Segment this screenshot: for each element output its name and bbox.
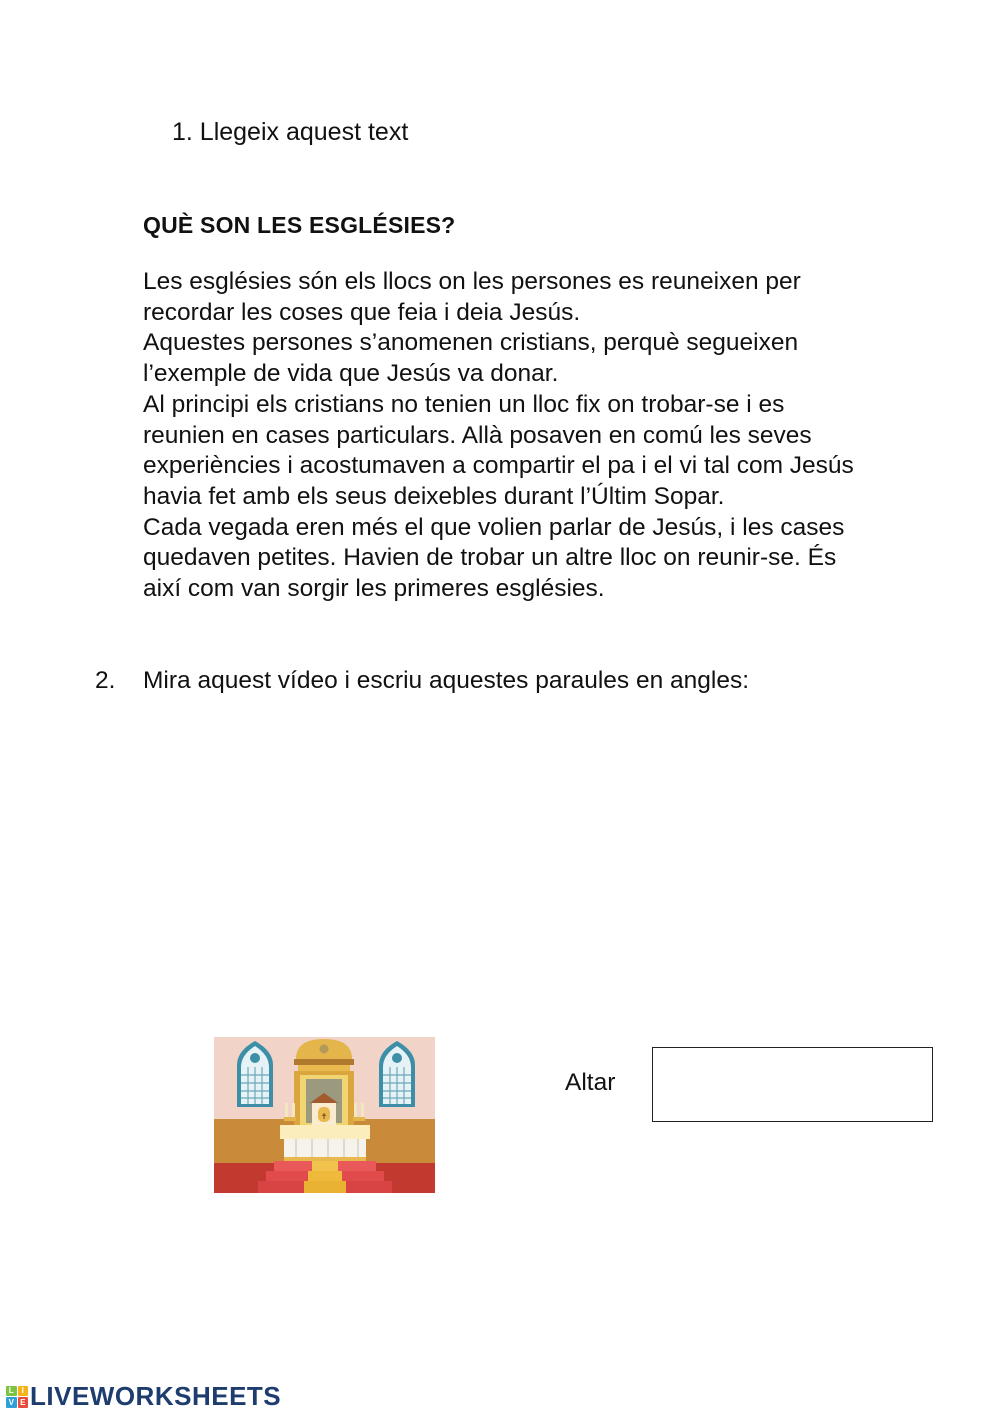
step-2-instruction	[95, 667, 749, 695]
paragraph-3: Al principi els cristians no tenien un lloc fix on trobar-se i es reunien en cases particulars. Allà posaven en comú les seves experiències i acostumaven a compartir el pa i el vi tal com Jesús havia fet amb els seus deixebles durant l’Últim Sopar.	[143, 390, 854, 510]
vocabulary-word-altar: Altar	[565, 1069, 616, 1096]
liveworksheets-logo-text: LIVEWORKSHEETS	[30, 1381, 282, 1411]
logo-icon-letter-e: E	[18, 1397, 29, 1408]
paragraph-4: Cada vegada eren més el que volien parlar de Jesús, i les cases quedaven petites. Havien de trobar un altre lloc on reunir-se. És així com van sorgir les primeres esglésies.	[143, 513, 845, 603]
paragraph-2: Aquestes persones s’anomenen cristians, perquè segueixen l’exemple de vida que Jesús va donar.	[143, 329, 799, 388]
step-1-instruction: 1. Llegeix aquest text	[172, 118, 409, 146]
svg-text:✝: ✝	[320, 1112, 328, 1121]
reading-text	[143, 267, 856, 605]
logo-icon-letter-l: L	[6, 1386, 17, 1397]
logo-icon-letter-v: V	[6, 1397, 17, 1408]
liveworksheets-logo-icon	[6, 1386, 28, 1408]
paragraph-1: Les esglésies són els llocs on les persones es reuneixen per recordar les coses que feia i deia Jesús.	[143, 268, 801, 326]
logo-icon-letter-i: I	[18, 1386, 29, 1397]
answer-input-altar[interactable]	[652, 1047, 933, 1122]
step-2-number: 2.	[95, 667, 116, 694]
church-altar-icon	[214, 1037, 435, 1193]
step-2-label: Mira aquest vídeo i escriu aquestes paraules en angles:	[143, 667, 750, 694]
liveworksheets-logo[interactable]	[6, 1381, 281, 1412]
section-heading: QUÈ SON LES ESGLÉSIES?	[143, 212, 456, 238]
